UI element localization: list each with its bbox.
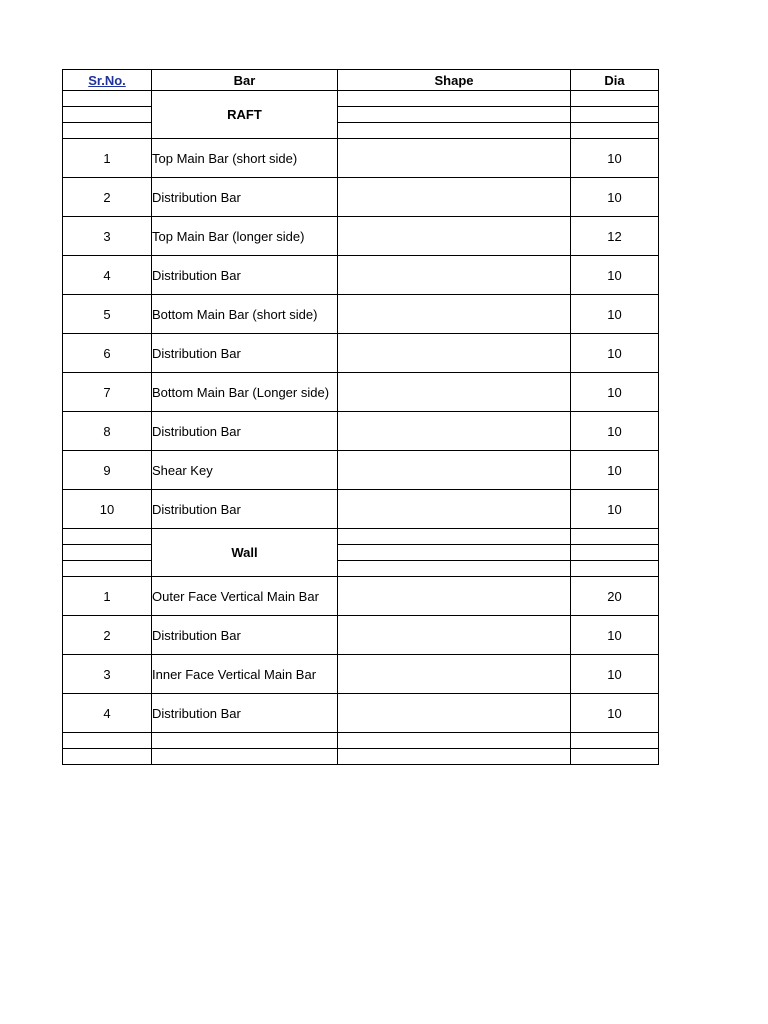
trailing-empty-row: [63, 733, 659, 749]
shape-cell: [338, 139, 571, 178]
srno-cell: 3: [63, 217, 152, 256]
dia-cell: 10: [571, 616, 659, 655]
trailing-empty-row: [63, 749, 659, 765]
srno-cell: 6: [63, 334, 152, 373]
dia-cell: 10: [571, 178, 659, 217]
bar-cell: Distribution Bar: [152, 616, 338, 655]
shape-cell: [338, 256, 571, 295]
blank-cell: [338, 123, 571, 139]
header-dia: Dia: [571, 70, 659, 91]
raft-table-row: [63, 139, 659, 178]
srno-cell: 1: [63, 139, 152, 178]
blank-cell: [63, 561, 152, 577]
bar-cell: Shear Key: [152, 451, 338, 490]
raft-table-row: [63, 334, 659, 373]
bar-cell: Outer Face Vertical Main Bar: [152, 577, 338, 616]
shape-cell: [338, 334, 571, 373]
header-shape: Shape: [338, 70, 571, 91]
srno-cell: 5: [63, 295, 152, 334]
shape-cell: [338, 655, 571, 694]
blank-cell: [571, 749, 659, 765]
blank-cell: [63, 107, 152, 123]
srno-cell: 7: [63, 373, 152, 412]
dia-cell: 10: [571, 334, 659, 373]
blank-cell: [338, 561, 571, 577]
header-bar: Bar: [152, 70, 338, 91]
blank-cell: [63, 91, 152, 107]
blank-cell: [63, 529, 152, 545]
blank-cell: [338, 545, 571, 561]
dia-cell: 10: [571, 655, 659, 694]
shape-cell: [338, 451, 571, 490]
wall-table-row: [63, 655, 659, 694]
blank-cell: [152, 733, 338, 749]
blank-cell: [338, 749, 571, 765]
blank-cell: [571, 123, 659, 139]
blank-cell: [63, 733, 152, 749]
blank-cell: [571, 545, 659, 561]
dia-cell: 10: [571, 139, 659, 178]
srno-cell: 4: [63, 694, 152, 733]
dia-cell: 10: [571, 373, 659, 412]
blank-cell: [338, 107, 571, 123]
blank-cell: [63, 749, 152, 765]
blank-cell: [338, 733, 571, 749]
shape-cell: [338, 217, 571, 256]
raft-section-title: RAFT: [152, 91, 338, 139]
dia-cell: 10: [571, 694, 659, 733]
dia-cell: 10: [571, 451, 659, 490]
shape-cell: [338, 373, 571, 412]
bar-schedule-table: [62, 69, 659, 765]
dia-cell: 10: [571, 490, 659, 529]
shape-cell: [338, 412, 571, 451]
blank-cell: [338, 529, 571, 545]
srno-cell: 3: [63, 655, 152, 694]
blank-cell: [571, 107, 659, 123]
srno-cell: 8: [63, 412, 152, 451]
srno-cell: 2: [63, 616, 152, 655]
bar-cell: Distribution Bar: [152, 412, 338, 451]
blank-cell: [152, 749, 338, 765]
raft-table-row: [63, 412, 659, 451]
raft-table-row: [63, 490, 659, 529]
bar-cell: Distribution Bar: [152, 490, 338, 529]
wall-table-row: [63, 616, 659, 655]
blank-cell: [338, 91, 571, 107]
wall-table-row: [63, 577, 659, 616]
dia-cell: 12: [571, 217, 659, 256]
blank-cell: [63, 545, 152, 561]
shape-cell: [338, 295, 571, 334]
bar-cell: Distribution Bar: [152, 334, 338, 373]
bar-cell: Distribution Bar: [152, 694, 338, 733]
srno-cell: 2: [63, 178, 152, 217]
bar-cell: Distribution Bar: [152, 178, 338, 217]
wall-section-spacer-row: [63, 529, 659, 545]
bar-cell: Inner Face Vertical Main Bar: [152, 655, 338, 694]
bar-cell: Bottom Main Bar (short side): [152, 295, 338, 334]
srno-cell: 4: [63, 256, 152, 295]
dia-cell: 10: [571, 256, 659, 295]
bar-cell: Bottom Main Bar (Longer side): [152, 373, 338, 412]
header-srno[interactable]: Sr.No.: [63, 70, 152, 91]
raft-table-row: [63, 178, 659, 217]
raft-table-row: [63, 373, 659, 412]
raft-table-row: [63, 295, 659, 334]
dia-cell: 20: [571, 577, 659, 616]
shape-cell: [338, 616, 571, 655]
srno-cell: 1: [63, 577, 152, 616]
blank-cell: [571, 529, 659, 545]
raft-table-row: [63, 451, 659, 490]
shape-cell: [338, 178, 571, 217]
bar-cell: Top Main Bar (longer side): [152, 217, 338, 256]
blank-cell: [63, 123, 152, 139]
dia-cell: 10: [571, 295, 659, 334]
bar-cell: Top Main Bar (short side): [152, 139, 338, 178]
blank-cell: [571, 561, 659, 577]
shape-cell: [338, 577, 571, 616]
raft-table-row: [63, 217, 659, 256]
blank-cell: [571, 91, 659, 107]
raft-section-spacer-row: [63, 91, 659, 107]
wall-section-title: Wall: [152, 529, 338, 577]
wall-table-row: [63, 694, 659, 733]
header-row: [63, 70, 659, 91]
shape-cell: [338, 490, 571, 529]
raft-table-row: [63, 256, 659, 295]
srno-cell: 9: [63, 451, 152, 490]
blank-cell: [571, 733, 659, 749]
bar-cell: Distribution Bar: [152, 256, 338, 295]
dia-cell: 10: [571, 412, 659, 451]
shape-cell: [338, 694, 571, 733]
srno-cell: 10: [63, 490, 152, 529]
